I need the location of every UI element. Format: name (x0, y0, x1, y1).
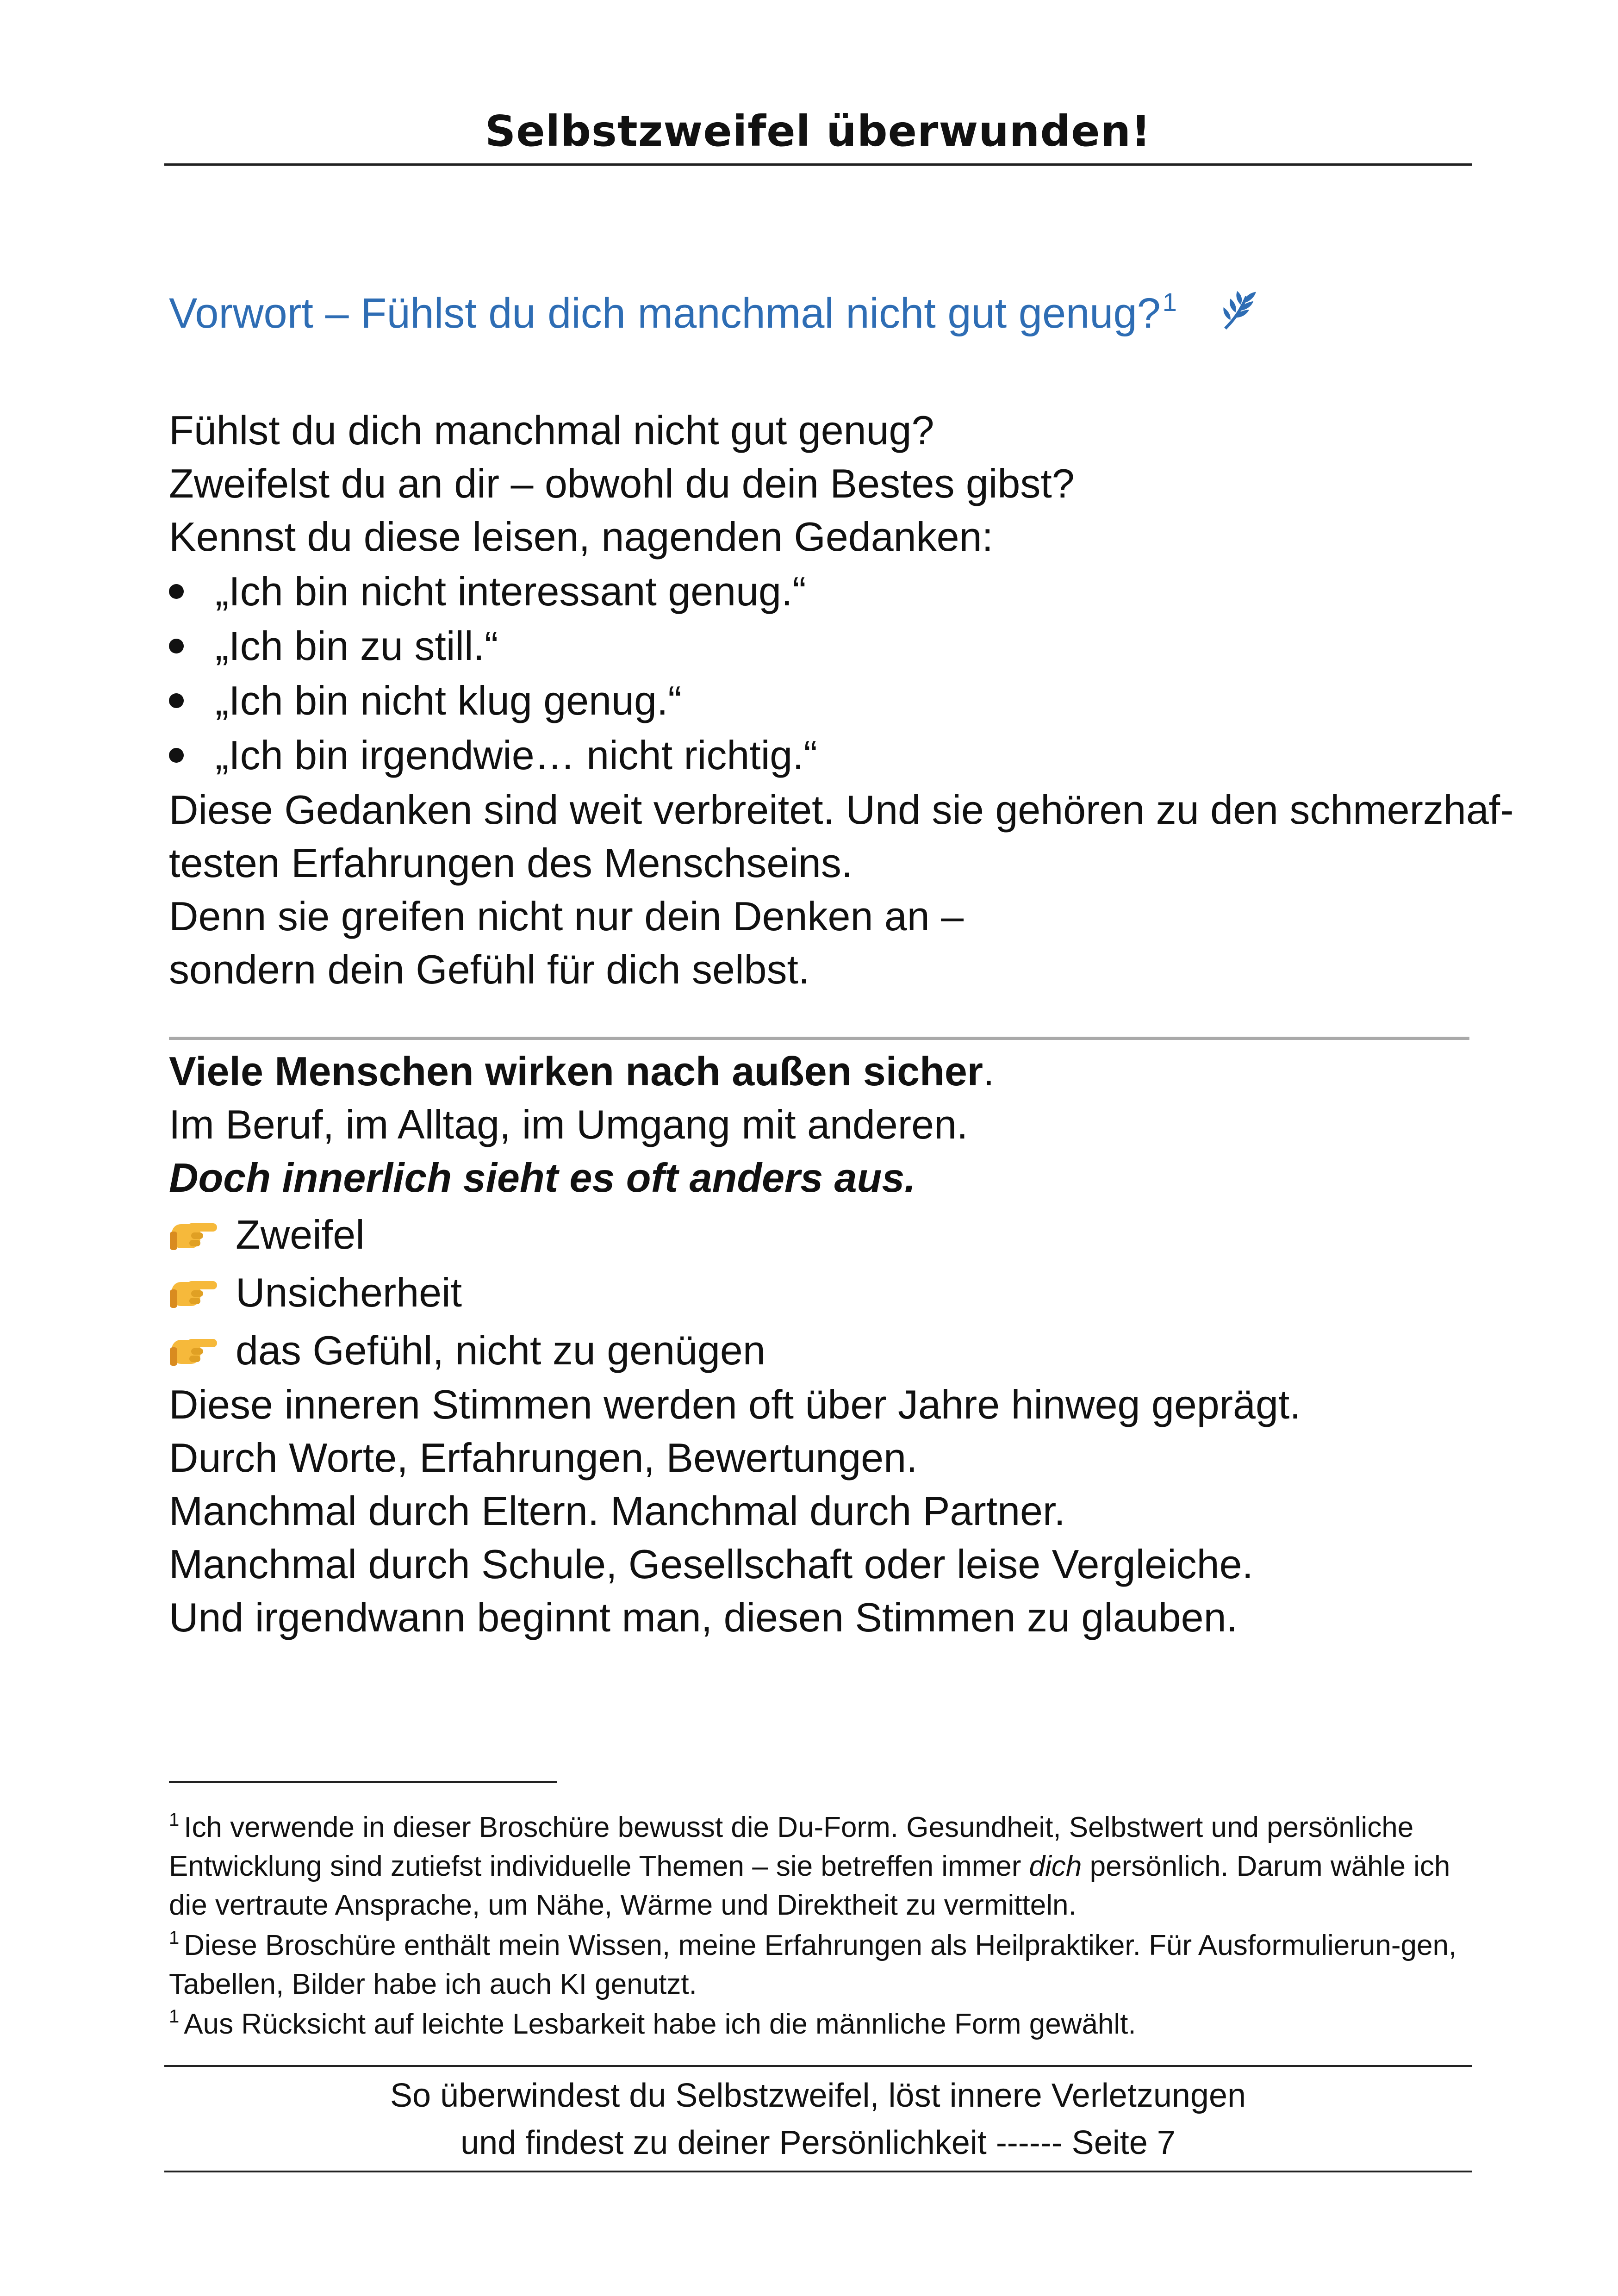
footnote-mark[interactable]: 1 (1162, 287, 1177, 317)
footer-line: und findest zu deiner Persönlichkeit ------ Seite 7 (461, 2124, 1176, 2161)
footer-rule-top (164, 2065, 1472, 2067)
list-item: „Ich bin nicht klug genug.“ (215, 678, 682, 723)
body-line: Manchmal durch Eltern. Manchmal durch Partner. (169, 1488, 1065, 1534)
footnote-number: 1 (169, 1928, 180, 1948)
list-item: „Ich bin zu still.“ (215, 623, 498, 669)
list-item: „Ich bin irgendwie… nicht richtig.“ (215, 732, 817, 778)
body-line: Manchmal durch Schule, Gesellschaft oder leise Vergleiche. (169, 1541, 1253, 1587)
lead-period: . (983, 1048, 995, 1094)
footnote-separator (169, 1781, 557, 1783)
body-line: Durch Worte, Erfahrungen, Bewertungen. (169, 1435, 918, 1481)
footnote-number: 1 (169, 1810, 180, 1830)
lead-line (169, 1044, 995, 1099)
footer-line: So überwindest du Selbstzweifel, löst innere Verletzungen (390, 2077, 1246, 2114)
page-title (164, 106, 1472, 156)
pointer-label: Unsicherheit (236, 1269, 462, 1315)
footnote (169, 1800, 1479, 1925)
intro-line: Diese Gedanken sind weit verbreitet. Und sie gehören zu den schmerzhaf- (169, 787, 1514, 833)
section-divider (169, 1037, 1469, 1040)
footnote-number: 1 (169, 2006, 180, 2027)
footnote (169, 1918, 1479, 2004)
pointing-hand-icon (169, 1268, 220, 1324)
list-item: „Ich bin nicht interessant genug.“ (215, 568, 806, 614)
footnote (169, 1997, 1479, 2044)
pointer-label: Zweifel (236, 1212, 365, 1257)
pointer-item (169, 1265, 462, 1324)
intro-line: Zweifelst du an dir – obwohl du dein Bestes gibst? (169, 460, 1075, 506)
bullet-dot (169, 584, 184, 599)
leaf-icon (1217, 290, 1259, 343)
footer-rule-bottom (164, 2171, 1472, 2172)
header-rule (164, 163, 1472, 166)
page-title-part2: überwunden! (826, 106, 1151, 156)
pointing-hand-icon (169, 1210, 220, 1266)
pointer-item (169, 1323, 765, 1381)
bullet-dot (169, 639, 184, 653)
intro-line: Denn sie greifen nicht nur dein Denken an – (169, 893, 964, 939)
footnote-text: Aus Rücksicht auf leichte Lesbarkeit habe ich die männliche Form gewählt. (184, 2008, 1136, 2040)
footnote-emphasis: dich (1029, 1850, 1082, 1882)
body-line: Diese inneren Stimmen werden oft über Jahre hinweg geprägt. (169, 1381, 1301, 1427)
intro-line: testen Erfahrungen des Menschseins. (169, 840, 853, 886)
body-line: Und irgendwann beginnt man, diesen Stimmen zu glauben. (169, 1594, 1238, 1640)
emphasis-line: Doch innerlich sieht es oft anders aus. (169, 1155, 916, 1201)
intro-line: Kennst du diese leisen, nagenden Gedanken: (169, 514, 993, 560)
intro-line: sondern dein Gefühl für dich selbst. (169, 946, 810, 992)
section-heading-text: Vorwort – Fühlst du dich manchmal nicht gut genug? (169, 290, 1161, 337)
lead-bold: Viele Menschen wirken nach außen sicher (169, 1048, 983, 1094)
pointer-label: das Gefühl, nicht zu genügen (236, 1327, 765, 1373)
section-heading (169, 287, 1259, 343)
footnote-text: persönlich. Darum wähle ich die vertraute Ansprache, um Nähe, Wärme und Direktheit zu vermitteln. (169, 1850, 1450, 1921)
pointing-hand-icon (169, 1326, 220, 1381)
bullet-dot (169, 748, 184, 763)
footnote-text: Ich verwende in dieser Broschüre bewusst die Du-Form. Gesundheit, Selbstwert und persönliche Entwicklung sind zutiefst individuelle Themen – sie betreffen immer (169, 1811, 1414, 1882)
pointer-item (169, 1207, 365, 1266)
body-line: Im Beruf, im Alltag, im Umgang mit anderen. (169, 1101, 968, 1147)
footnote-text: Diese Broschüre enthält mein Wissen, meine Erfahrungen als Heilpraktiker. Für Ausformulierun-gen, Tabellen, Bilder habe ich auch KI genutzt. (169, 1929, 1457, 2000)
intro-line: Fühlst du dich manchmal nicht gut genug? (169, 407, 934, 453)
bullet-dot (169, 693, 184, 708)
page-title-part1: Selbstzweifel (485, 106, 827, 156)
